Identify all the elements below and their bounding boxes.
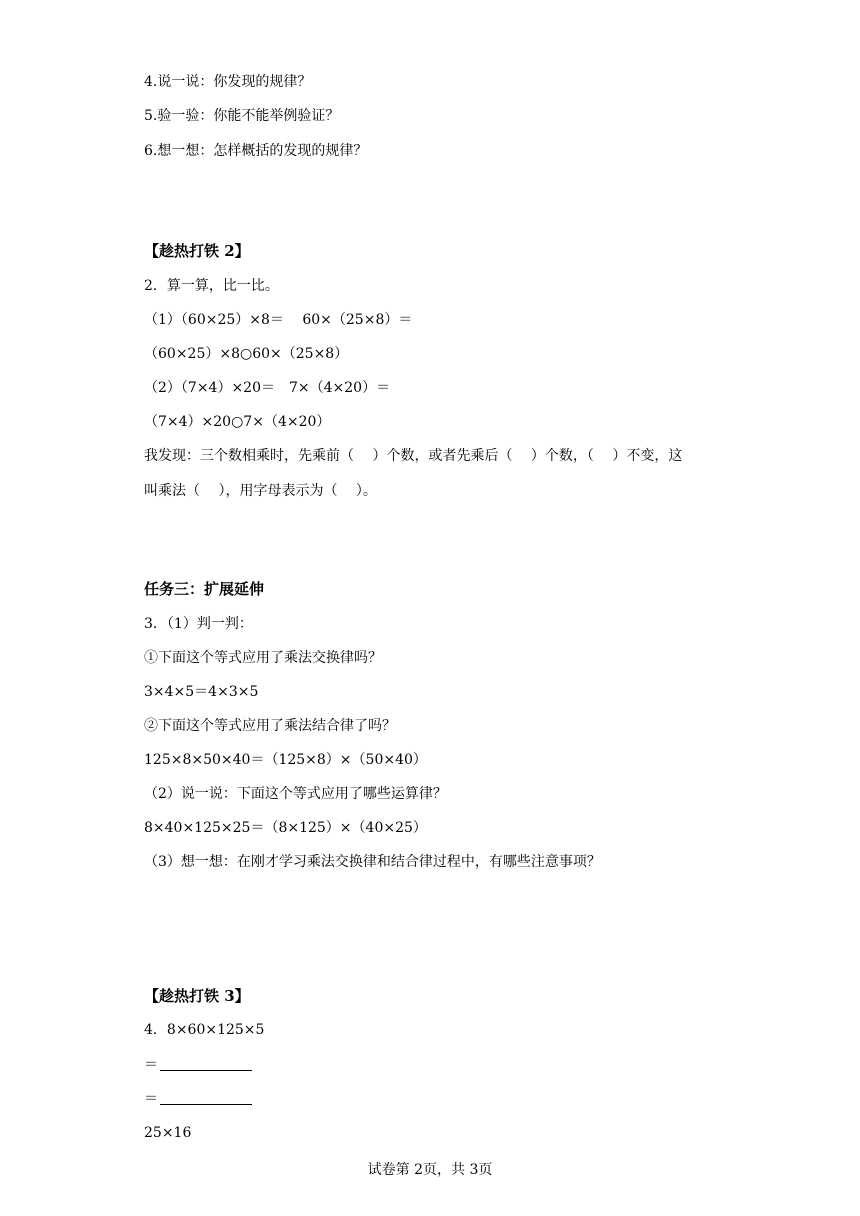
task-3-line-5: 125×8×50×40＝（125×8）×（50×40） — [144, 752, 427, 768]
practice-3-line-1: 4．8×60×125×5 — [144, 1022, 265, 1038]
task-3-line-3: 3×4×5＝4×3×5 — [144, 684, 259, 700]
question-6: 6.想一想：怎样概括的发现的规律？ — [144, 143, 368, 159]
practice-2-intro: 2．算一算，比一比。 — [144, 278, 279, 294]
task-3-line-6: （2）说一说：下面这个等式应用了哪些运算律？ — [144, 786, 447, 802]
practice-2-line-2: （60×25）×8○60×（25×8） — [144, 346, 349, 362]
task-3-line-1: 3．（1）判一判： — [144, 616, 253, 632]
practice-2-line-3: （2）（7×4）×20＝ 7×（4×20）＝ — [144, 380, 391, 396]
practice-2-finding-1: 我发现：三个数相乘时，先乘前（ ）个数，或者先乘后（ ）个数，（ ）不变，这 — [144, 448, 683, 464]
answer-blank — [160, 1056, 252, 1071]
task-3-heading: 任务三：扩展延伸 — [144, 580, 265, 598]
equals-sign: ＝ — [144, 1057, 158, 1073]
practice-3-heading: 【趁热打铁 3】 — [144, 987, 250, 1005]
task-3-line-7: 8×40×125×25＝（8×125）×（40×25） — [144, 820, 427, 836]
practice-2-line-1: （1）（60×25）×8＝ 60×（25×8）＝ — [144, 312, 413, 328]
answer-line-1 — [144, 1055, 252, 1075]
practice-2-line-4: （7×4）×20○7×（4×20） — [144, 414, 331, 430]
task-3-line-2: ①下面这个等式应用了乘法交换律吗？ — [144, 650, 382, 666]
equals-sign: ＝ — [144, 1091, 158, 1107]
task-3-line-8: （3）想一想：在刚才学习乘法交换律和结合律过程中，有哪些注意事项？ — [144, 854, 601, 870]
page-footer: 试卷第 2页，共 3页 — [367, 1162, 493, 1178]
question-4: 4.说一说：你发现的规律？ — [144, 74, 312, 90]
practice-2-heading: 【趁热打铁 2】 — [144, 242, 250, 260]
answer-blank — [160, 1090, 252, 1105]
answer-line-2 — [144, 1089, 252, 1109]
task-3-line-4: ②下面这个等式应用了乘法结合律了吗？ — [144, 718, 396, 734]
practice-2-finding-2: 叫乘法（ ），用字母表示为（ ）。 — [144, 483, 377, 499]
question-5: 5.验一验：你能不能举例验证？ — [144, 108, 340, 124]
practice-3-line-4: 25×16 — [144, 1125, 192, 1141]
